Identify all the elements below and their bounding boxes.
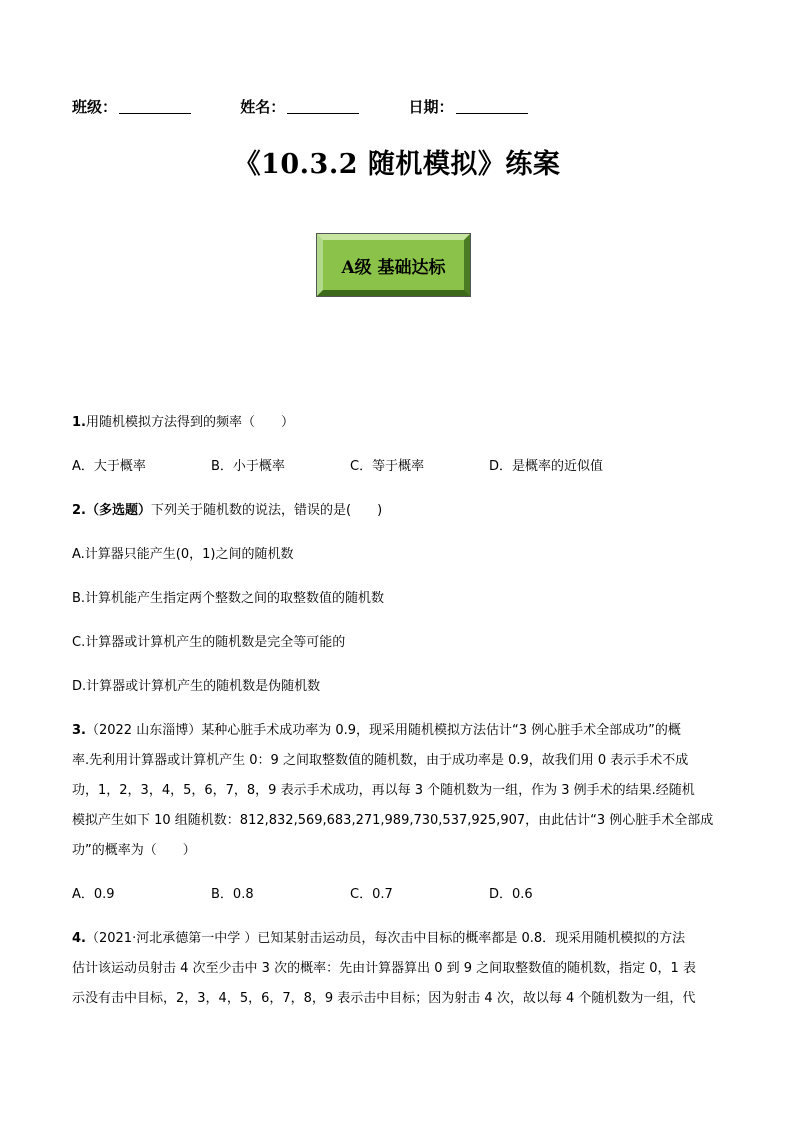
question-3-options xyxy=(72,880,722,910)
class-field: 班级： xyxy=(72,96,191,117)
question-2-stem: 2.（多选题）下列关于随机数的说法，错误的是( ) xyxy=(72,503,383,518)
name-blank[interactable] xyxy=(287,113,359,114)
date-blank[interactable] xyxy=(456,113,528,114)
name-field: 姓名： xyxy=(240,96,359,117)
q2-option-b: B.计算机能产生指定两个整数之间的取整数值的随机数 xyxy=(72,591,385,606)
q3-option-a: A．0.9 xyxy=(72,887,115,902)
question-1-options xyxy=(72,452,722,482)
q1-option-d: D．是概率的近似值 xyxy=(489,459,604,474)
q3-option-d: D．0.6 xyxy=(489,887,533,902)
date-field: 日期： xyxy=(409,96,528,117)
class-blank[interactable] xyxy=(119,113,191,114)
question-list xyxy=(72,408,722,1028)
level-badge-label: A级 基础达标 xyxy=(341,257,446,278)
q1-option-b: B．小于概率 xyxy=(211,459,285,474)
q3-option-c: C．0.7 xyxy=(350,887,393,902)
page-title: 《10.3.2 随机模拟》练案 xyxy=(233,149,561,180)
level-badge xyxy=(317,234,470,296)
q2-option-c: C.计算器或计算机产生的随机数是完全等可能的 xyxy=(72,635,346,650)
q2-option-d: D.计算器或计算机产生的随机数是伪随机数 xyxy=(72,679,321,694)
q2-option-a: A.计算器只能产生(0，1)之间的随机数 xyxy=(72,547,294,562)
q3-option-b: B．0.8 xyxy=(211,887,254,902)
header-info xyxy=(72,96,572,117)
question-1-stem: 1.用随机模拟方法得到的频率（ ） xyxy=(72,415,294,430)
question-3-stem: 3.（2022 山东淄博）某种心脏手术成功率为 0.9，现采用随机模拟方法估计“3 例心脏手术全部成功”的概 率.先利用计算器或计算机产生 0：9 之间取整数值的随机数，由于成功率是 0.9，故我们用 0 表示手术不成 功，1，2，3，4，5，6，7，8，9 表示手术成功，再以每 3 个随机数为一组，作为 3 例手术的结果.经随机 模拟产生如下 10 组随机数：812,832,569,683,271,989,730,537,925,907，由此估计“3 例心脏手术全部成 功”的概率为（ ） xyxy=(72,723,714,858)
q1-option-a: A．大于概率 xyxy=(72,459,146,474)
question-4-stem: 4.（2021·河北承德第一中学 ）已知某射击运动员，每次击中目标的概率都是 0.8．现采用随机模拟的方法 估计该运动员射击 4 次至少击中 3 次的概率：先由计算器算出 0 到 9 之间取整数值的随机数，指定 0，1 表 示没有击中目标，2，3，4，5，6，7，8，9 表示击中目标；因为射击 4 次，故以每 4 个随机数为一组，代 xyxy=(72,931,696,1006)
q1-option-c: C．等于概率 xyxy=(350,459,425,474)
